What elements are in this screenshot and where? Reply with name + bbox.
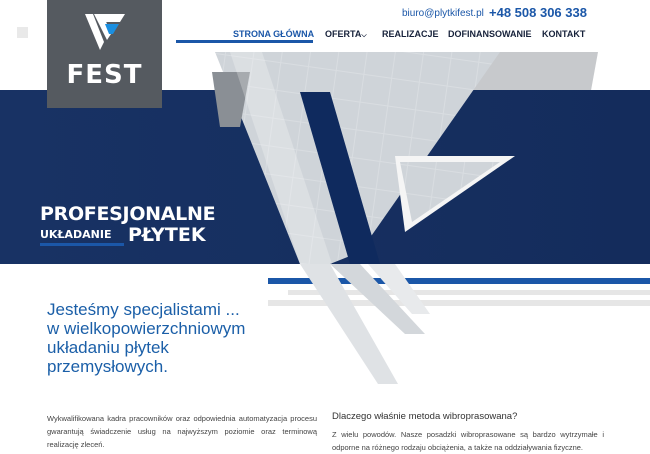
nav-oferta-label: OFERTA [325, 29, 362, 39]
contact-email[interactable]: biuro@plytkifest.pl [402, 8, 484, 19]
nav-dofinansowanie[interactable]: DOFINANSOWANIE [448, 29, 532, 39]
intro-paragraph: Wykwalifikowana kadra pracowników oraz odpowiednia automatyzacja procesu gwarantują świadczenie usług na najwyższym poziomie oraz terminową realizację zleceń. [47, 414, 317, 449]
headline-line: w wielkopowierzchniowym [47, 319, 246, 338]
chevron-down-icon: ⌵ [361, 32, 367, 39]
hero-title-line2-big: PŁYTEK [128, 224, 206, 246]
headline-line: układaniu płytek [47, 338, 169, 357]
logo-text: FEST [66, 60, 143, 90]
contact-phone[interactable]: +48 508 306 338 [489, 5, 587, 20]
why-text: Z wielu powodów. Nasze posadzki wibroprasowane są bardzo wytrzymałe i odporne na różnego rodzaju obciążenia, a także na oddziaływania fizyczne. [332, 430, 604, 452]
nav-realizacje[interactable]: REALIZACJE [382, 29, 439, 39]
headline-line: Jesteśmy specjalistami ... [47, 300, 240, 319]
nav-kontakt[interactable]: KONTAKT [542, 29, 586, 39]
nav-active-underline [176, 40, 313, 43]
logo-mark-icon [47, 0, 162, 60]
headline-line: przemysłowych. [47, 357, 168, 376]
nav-strona-glowna[interactable]: STRONA GŁÓWNA [233, 29, 315, 39]
nav-oferta[interactable] [325, 29, 367, 40]
hero-underline [40, 243, 124, 246]
hero-title-line2-small: UKŁADANIE [40, 228, 112, 241]
why-title: Dlaczego właśnie metoda wibroprasowana? [332, 411, 518, 422]
intro-headline [47, 300, 327, 376]
logo[interactable] [47, 0, 162, 108]
hero-title-line1: PROFESJONALNE [40, 203, 216, 225]
menu-toggle-icon[interactable] [17, 27, 28, 38]
